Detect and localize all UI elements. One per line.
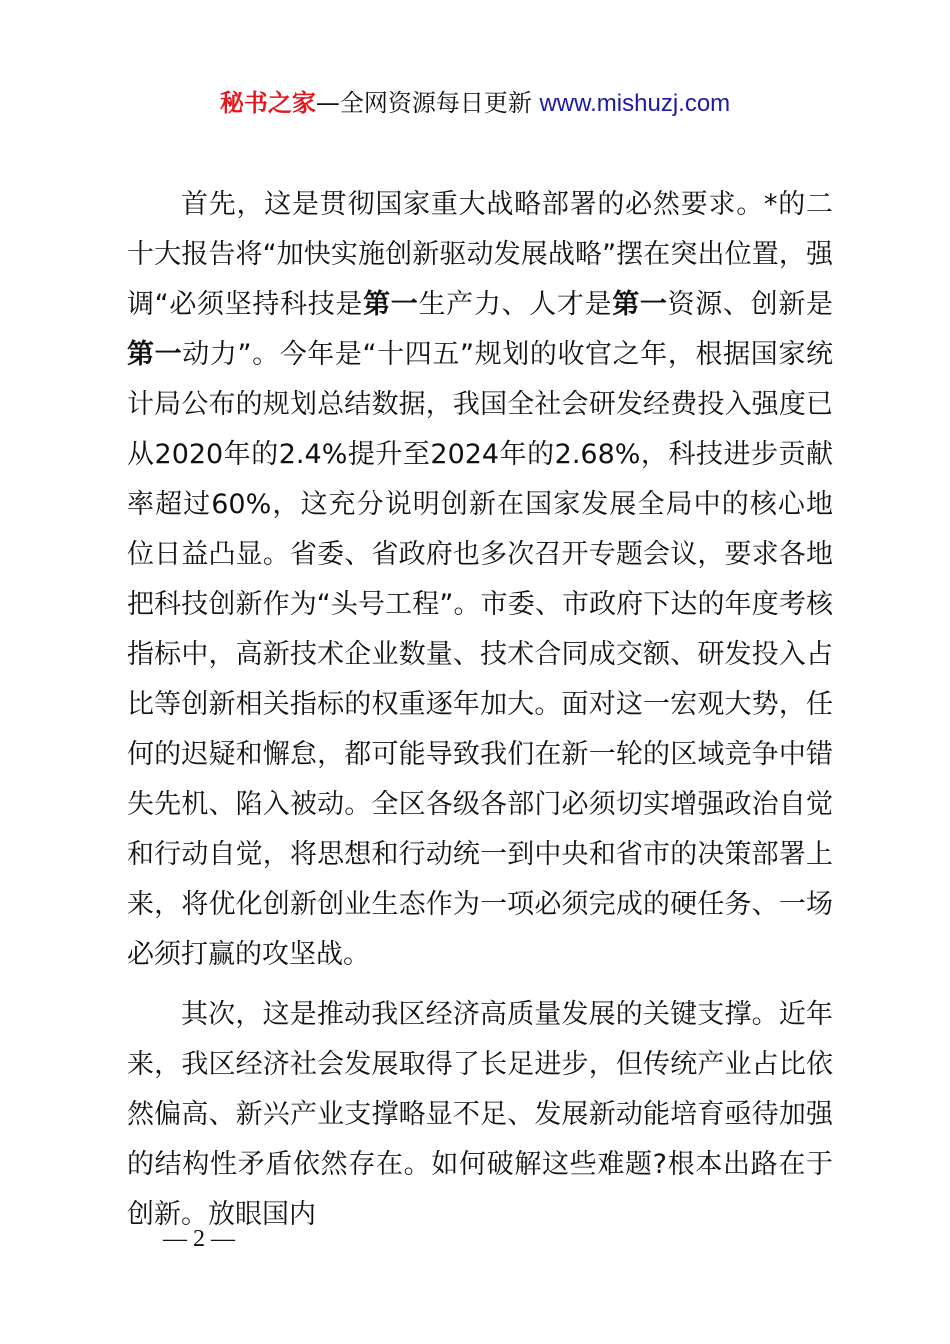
paragraph	[127, 180, 833, 980]
site-tagline: —全网资源每日更新	[315, 89, 540, 117]
page-number: — 2 —	[163, 1226, 235, 1252]
paragraph-text: 其次，这是推动我区经济高质量发展的关键支撑。近年来，我区经济社会发展取得了长足进步，但传统产业占比依然偏高、新兴产业支撑略显不足、发展新动能培育亟待加强的结构性矛盾依然存在。如何破解这些难题?根本出路在于创新。放眼国内	[127, 999, 833, 1230]
site-brand: 秘书之家	[219, 89, 316, 117]
emphasis-text: 第一	[612, 289, 668, 320]
paragraph-text: 资源、创新是	[667, 289, 834, 320]
paragraph-text: 动力”。今年是“十四五”规划的收官之年，根据国家统计局公布的规划总结数据，我国全社会研发经费投入强度已从2020年的2.4%提升至2024年的2.68%，科技进步贡献率超过60%，这充分说明创新在国家发展全局中的核心地位日益凸显。省委、省政府也多次召开专题会议，要求各地把科技创新作为“头号工程”。市委、市政府下达的年度考核指标中，高新技术企业数量、技术合同成交额、研发投入占比等创新相关指标的权重逐年加大。面对这一宏观大势，任何的迟疑和懈怠，都可能导致我们在新一轮的区域竞争中错失先机、陷入被动。全区各级各部门必须切实增强政治自觉和行动自觉，将思想和行动统一到中央和省市的决策部署上来，将优化创新创业生态作为一项必须完成的硬任务、一场必须打赢的攻坚战。	[127, 339, 833, 970]
paragraph-text: 首先，这是贯彻国家重大战略部署的必然要求。*的二十大报告将“加快实施创新驱动发展战略”摆在突出位置，强调“必须坚持科技是	[127, 189, 833, 320]
paragraph-text: 生产力、人才是	[418, 289, 613, 320]
emphasis-text: 第一	[363, 289, 419, 320]
emphasis-text: 第一	[127, 339, 183, 370]
site-header	[0, 86, 950, 121]
paragraph	[127, 990, 833, 1240]
site-url-link[interactable]: www.mishuzj.com	[539, 90, 731, 117]
document-body	[127, 180, 833, 1240]
